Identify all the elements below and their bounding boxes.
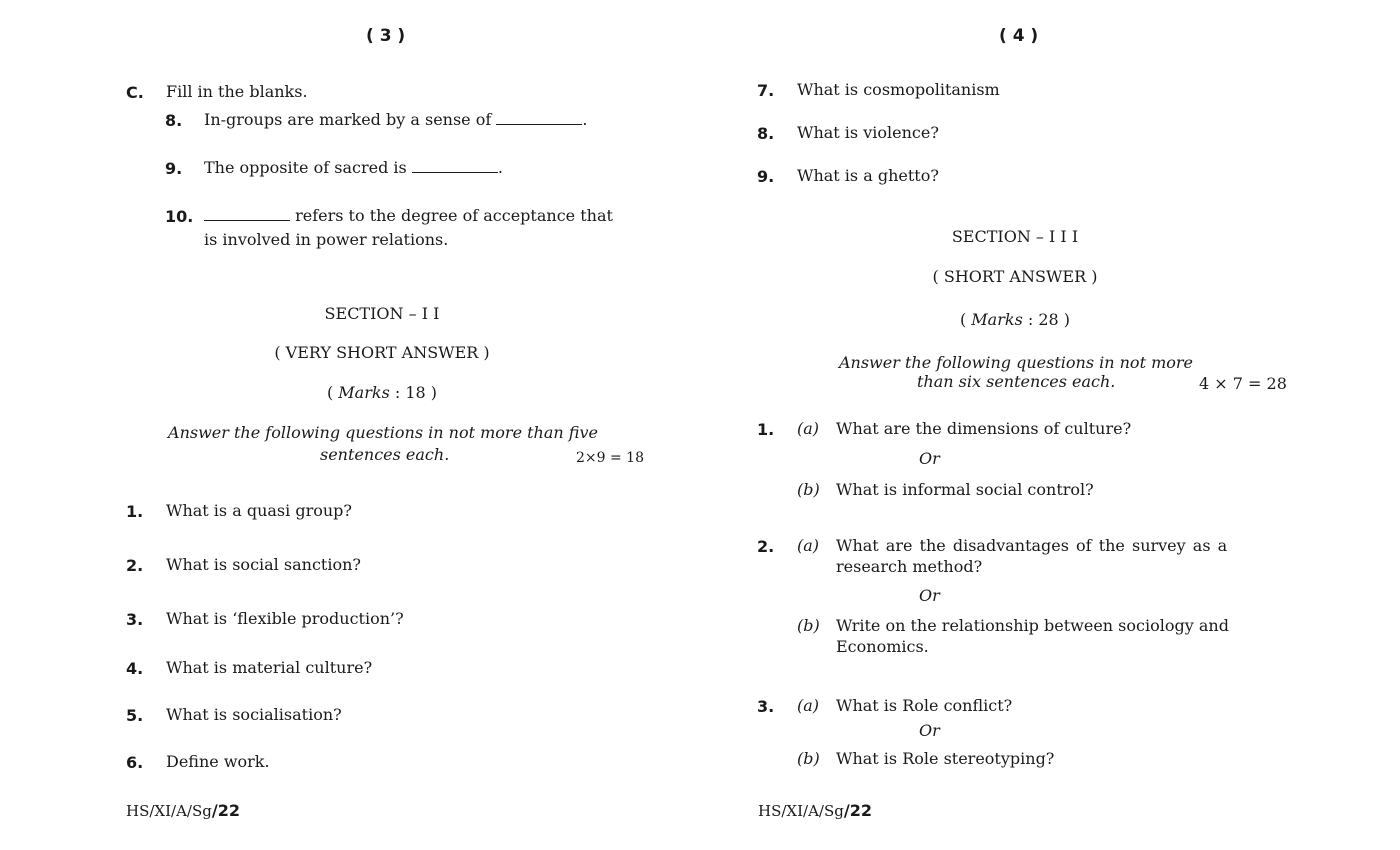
option-label: (a) [797,696,820,715]
option-label: (b) [797,616,820,635]
question-text: What is cosmopolitanism [797,80,1000,99]
question-number: 3. [757,697,775,716]
question-number: 3. [126,610,144,629]
blank-text: The opposite of sacred is [204,158,412,177]
footer-code: HS/XI/A/Sg [758,802,844,820]
blank-question-line2: is involved in power relations. [204,230,449,249]
blank-number: 9. [165,159,183,178]
marks-value: : 28 ) [1022,310,1071,329]
page-number: ( 4 ) [999,26,1039,46]
blank-text-after: . [582,110,588,129]
instruction-line: than six sentences each. [917,372,1116,391]
section-marks [232,383,532,403]
option-label: (a) [797,419,820,438]
marks-value: : 18 ) [389,383,438,402]
page-footer [126,801,240,820]
instruction-line: Answer the following questions in not more [838,353,1193,372]
option-text: What is informal social control? [836,480,1094,499]
blank-text-after: . [497,158,503,177]
page-footer [758,801,872,820]
option-text: What are the disadvantages of the survey as a [836,536,1228,555]
question-text: What is ‘flexible production’? [166,609,404,628]
option-text: What are the dimensions of culture? [836,419,1132,438]
section-subtitle: ( SHORT ANSWER ) [932,267,1098,286]
section-title: SECTION – I I [324,304,440,323]
marks-open: ( [959,310,972,329]
question-number: 1. [126,502,144,521]
question-number: 8. [757,124,775,143]
question-number: 7. [757,81,775,100]
section-c-marker: C. [126,83,144,102]
question-number: 2. [757,537,775,556]
question-text: What is a ghetto? [797,166,939,185]
section-marks [865,310,1165,330]
section-title: SECTION – I I I [951,227,1079,246]
marks-formula: 2×9 = 18 [576,450,644,466]
question-number: 5. [126,706,144,725]
blank-question [204,110,587,130]
question-text: Define work. [166,752,270,771]
footer-code: HS/XI/A/Sg [126,802,212,820]
blank-question [204,158,503,178]
option-text-line2: Economics. [836,637,929,656]
blank-question [204,206,613,226]
or-separator: Or [919,721,940,740]
blank-number: 8. [165,111,183,130]
blank-text-after: refers to the degree of acceptance that [290,206,613,225]
question-number: 1. [757,420,775,439]
footer-page-count: /22 [211,801,240,820]
question-text: What is a quasi group? [166,501,352,520]
question-text: What is material culture? [166,658,373,677]
question-text: What is socialisation? [166,705,342,724]
question-text: What is social sanction? [166,555,361,574]
blank-line [204,208,290,221]
option-text: What is Role conflict? [836,696,1013,715]
section-subtitle: ( VERY SHORT ANSWER ) [274,343,490,362]
option-label: (b) [797,480,820,499]
blank-text: In-groups are marked by a sense of [204,110,497,129]
marks-formula: 4 × 7 = 28 [1199,374,1287,393]
or-separator: Or [919,449,940,468]
question-number: 9. [757,167,775,186]
question-text: What is violence? [797,123,939,142]
question-number: 2. [126,556,144,575]
section-c-title: Fill in the blanks. [166,82,308,101]
blank-number: 10. [165,207,194,226]
option-label: (b) [797,749,820,768]
blank-line [496,112,582,125]
question-number: 6. [126,753,144,772]
option-text: What is Role stereotyping? [836,749,1055,768]
option-text-line2: research method? [836,557,983,576]
instruction-line: sentences each. [320,445,450,464]
option-label: (a) [797,536,820,555]
marks-label: Marks [338,383,390,402]
instruction-line: Answer the following questions in not more than five [168,423,598,442]
marks-open: ( [326,383,339,402]
question-number: 4. [126,659,144,678]
option-text: Write on the relationship between sociology and [836,616,1229,635]
blank-line [412,160,498,173]
page-number: ( 3 ) [366,26,406,46]
or-separator: Or [919,586,940,605]
marks-label: Marks [971,310,1023,329]
footer-page-count: /22 [843,801,872,820]
